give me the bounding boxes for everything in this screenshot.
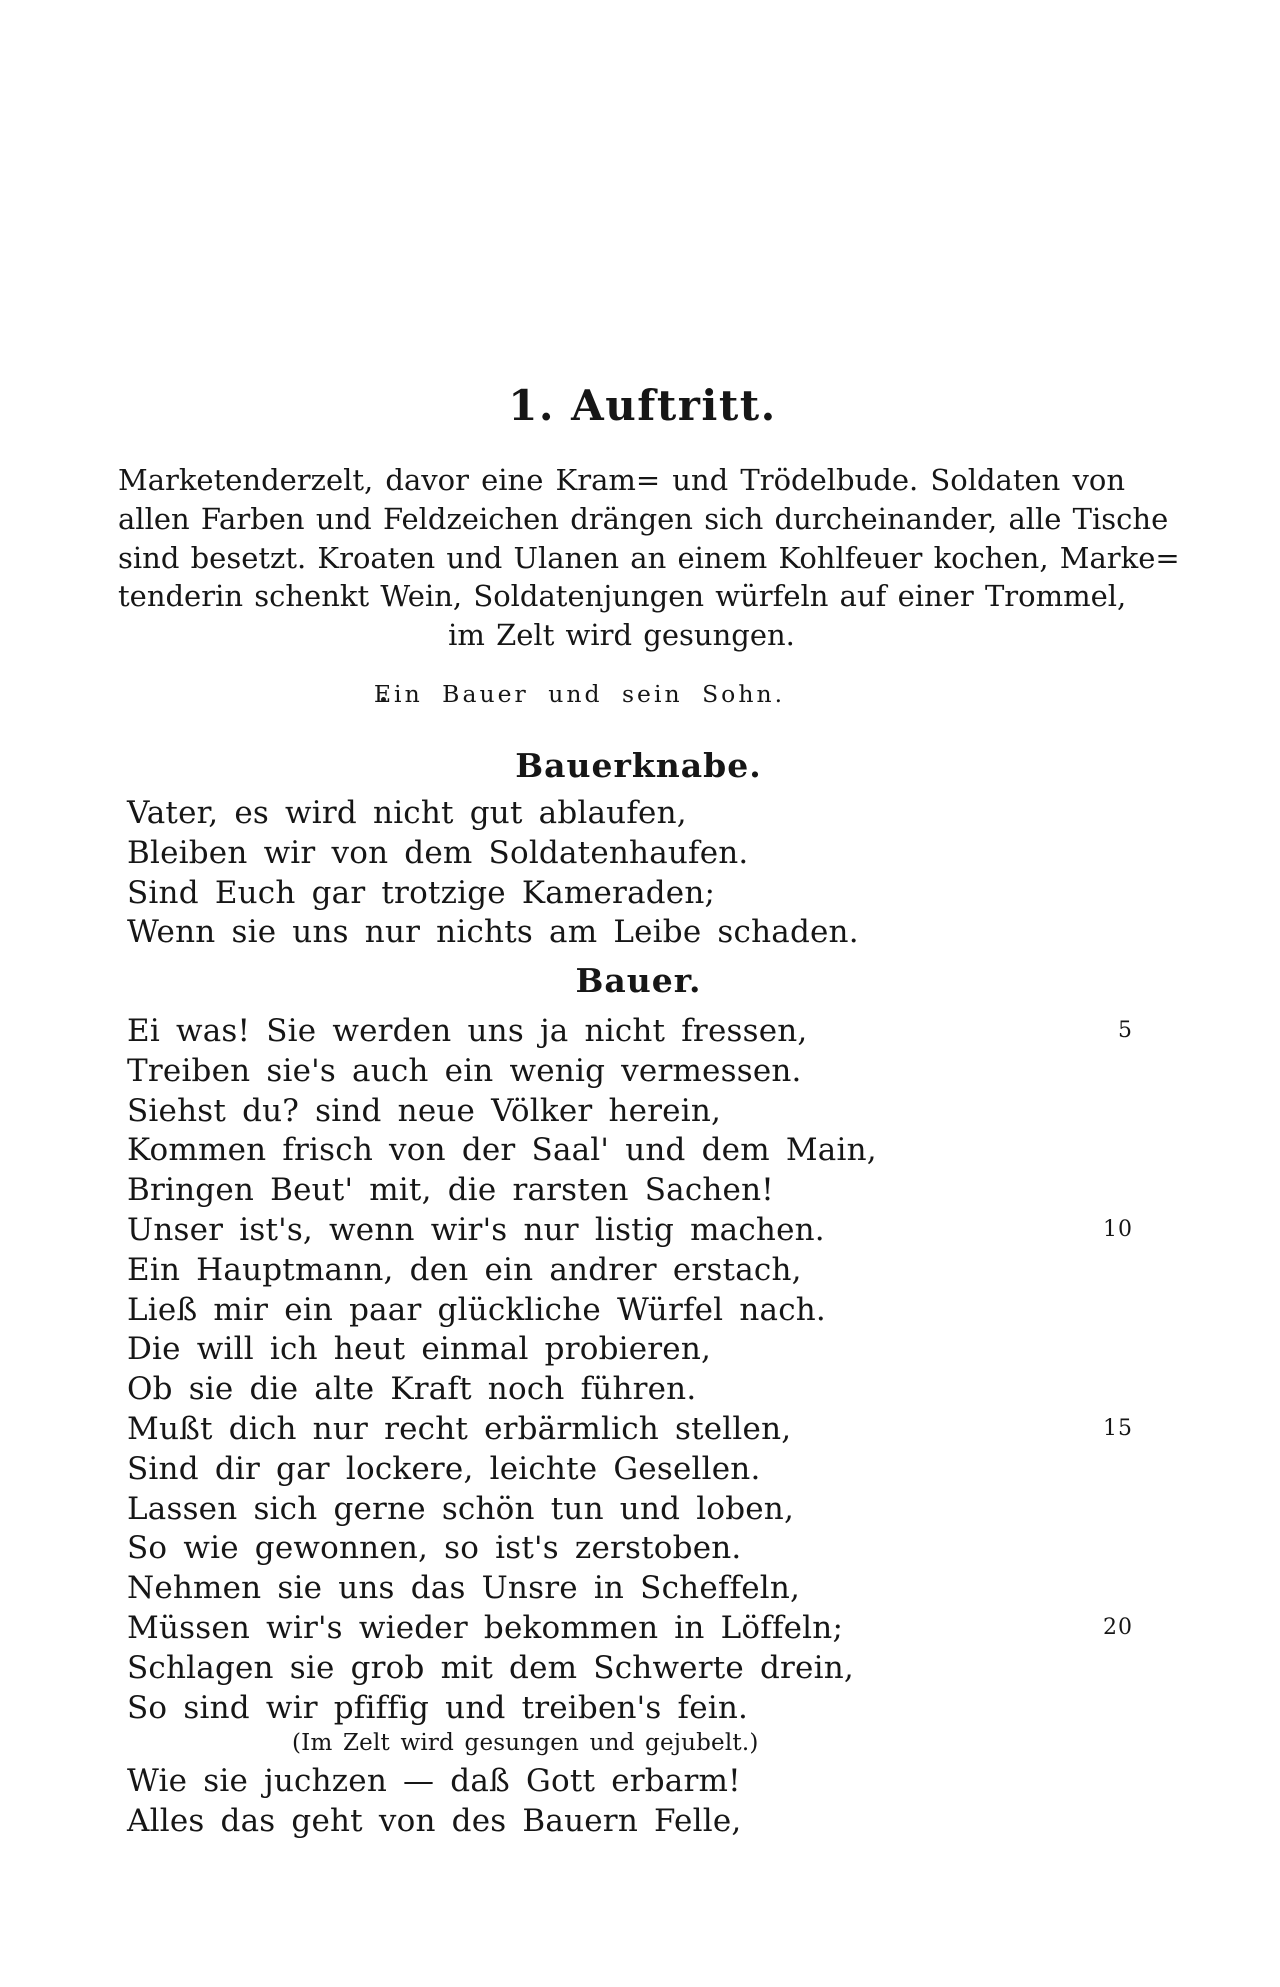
verse-text: Schlagen sie grob mit dem Schwerte drein,	[127, 1649, 854, 1686]
verse-line	[127, 874, 1134, 914]
verse-text: Ei was! Sie werden uns ja nicht fressen,	[127, 1013, 808, 1049]
verse-line-number: 10	[1103, 1216, 1133, 1242]
verse-text: Müssen wir's wieder bekommen in Löffeln;	[127, 1609, 844, 1646]
verse-text: Ein Hauptmann, den ein andrer erstach,	[127, 1251, 802, 1288]
verse-line	[127, 1092, 1134, 1132]
verse-text: Kommen frisch von der Saal' und dem Main,	[127, 1132, 877, 1169]
verse-text: Ließ mir ein paar glückliche Würfel nach.	[127, 1291, 826, 1328]
opening-stage-direction	[118, 461, 1180, 655]
verse-line	[127, 1529, 1134, 1569]
stage-direction-line: Marketenderzelt, davor eine Kram= und Trödelbude. Soldaten von	[118, 463, 1125, 497]
verse-line	[127, 1762, 1134, 1802]
verse-line	[127, 1609, 1134, 1649]
verse-line	[127, 1649, 1134, 1689]
verse-line	[127, 1251, 1134, 1291]
verse-text: Bringen Beut' mit, die rarsten Sachen!	[127, 1172, 774, 1209]
speech-bauer	[118, 1012, 1134, 1728]
verse-line	[127, 1131, 1134, 1171]
verse-line	[127, 1370, 1134, 1410]
verse-text: So sind wir pfiffig und treiben's fein.	[127, 1689, 749, 1726]
inline-stage-direction: (Im Zelt wird gesungen und gejubelt.)	[292, 1730, 759, 1756]
speech-bauerknabe	[118, 794, 1134, 953]
speaker-heading-bauerknabe: Bauerknabe.	[515, 746, 762, 785]
verse-line	[127, 913, 1134, 953]
verse-line	[127, 1450, 1134, 1490]
verse-line	[127, 1569, 1134, 1609]
verse-line-number: 5	[1118, 1018, 1133, 1043]
verse-text: Sind Euch gar trotzige Kameraden;	[127, 874, 716, 911]
verse-text: Wenn sie uns nur nichts am Leibe schaden.	[127, 914, 859, 951]
speaker-heading-bauer: Bauer.	[575, 961, 702, 1000]
verse-text: Die will ich heut einmal probieren,	[127, 1331, 712, 1368]
stage-direction-line: im Zelt wird gesungen.	[448, 618, 795, 653]
verse-text: Lassen sich gerne schön tun und loben,	[127, 1490, 795, 1527]
verse-text: Mußt dich nur recht erbärmlich stellen,	[127, 1410, 792, 1447]
scene-heading: 1. Auftritt.	[508, 381, 777, 430]
verse-line	[127, 1410, 1134, 1450]
verse-line	[127, 1330, 1134, 1370]
stage-direction-line: allen Farben und Feldzeichen drängen sich durcheinander, alle Tische	[118, 501, 1169, 536]
verse-line	[127, 1171, 1134, 1211]
stage-direction-line: sind besetzt. Kroaten und Ulanen an einem Kohlfeuer kochen, Marke=	[118, 540, 1180, 575]
verse-line	[127, 794, 1134, 834]
verse-line-number: 15	[1103, 1415, 1133, 1441]
verse-line	[127, 1490, 1134, 1530]
verse-text: Unser ist's, wenn wir's nur listig machen.	[127, 1211, 825, 1248]
verse-line	[127, 1012, 1134, 1052]
verse-text: Siehst du? sind neue Völker herein,	[127, 1092, 722, 1129]
verse-text: Sind dir gar lockere, leichte Gesellen.	[127, 1450, 761, 1487]
verse-line	[127, 1211, 1134, 1251]
verse-text: Bleiben wir von dem Soldatenhaufen.	[127, 834, 749, 871]
verse-text: Treiben sie's auch ein wenig vermessen.	[127, 1052, 802, 1089]
verse-text: Wie sie juchzen — daß Gott erbarm!	[127, 1763, 741, 1799]
speech-bauer-continued	[118, 1762, 1134, 1842]
verse-line-number: 20	[1103, 1614, 1133, 1640]
verse-line	[127, 1052, 1134, 1092]
verse-text: So wie gewonnen, so ist's zerstoben.	[127, 1530, 742, 1567]
verse-text: Ob sie die alte Kraft noch führen.	[127, 1371, 697, 1408]
verse-line	[127, 1802, 1134, 1842]
verse-text: Alles das geht von des Bauern Felle,	[127, 1802, 742, 1839]
verse-line	[127, 1689, 1134, 1729]
verse-text: Nehmen sie uns das Unsre in Scheffeln,	[127, 1570, 801, 1607]
verse-line	[127, 834, 1134, 874]
verse-line	[127, 1291, 1134, 1331]
stage-direction-line: tenderin schenkt Wein, Soldatenjungen würfeln auf einer Trommel,	[118, 579, 1127, 614]
characters-line: Ein Bauer und sein Sohn.	[373, 680, 786, 708]
verse-text: Vater, es wird nicht gut ablaufen,	[127, 795, 687, 831]
